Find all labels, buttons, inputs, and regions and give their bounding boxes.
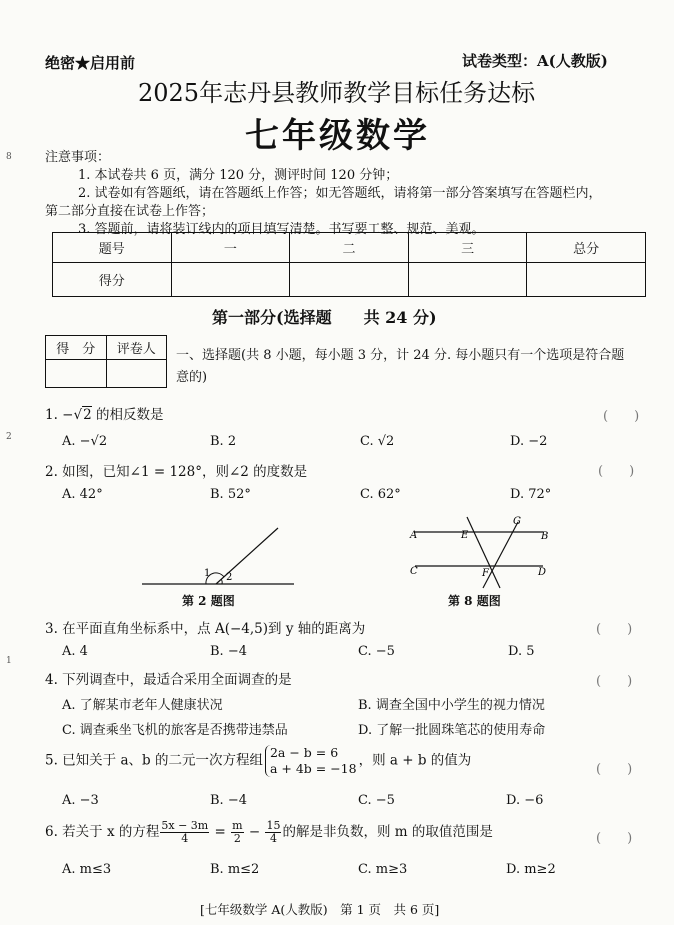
score-row-label: 得分 — [53, 263, 172, 297]
margin-mark: 1 — [6, 656, 12, 666]
option-d[interactable]: D. 5 — [508, 644, 535, 659]
option-b[interactable]: B. −4 — [210, 793, 247, 808]
section-description: 一、选择题(共 8 小题，每小题 3 分，计 24 分. 每小题只有一个选项是符合题 — [176, 348, 625, 363]
option-c[interactable]: C. √2 — [360, 434, 395, 449]
answer-paren[interactable]: ( ) — [596, 622, 633, 637]
figure-caption: 第 2 题图 — [182, 594, 235, 608]
grader-name-cell[interactable] — [106, 360, 166, 388]
score-table — [52, 232, 646, 297]
secret-label: 绝密★启用前 — [45, 54, 136, 72]
option-d[interactable]: D. 了解一批圆珠笔芯的使用寿命 — [358, 723, 546, 738]
option-d[interactable]: D. −6 — [506, 793, 544, 808]
fig8-label-e: E — [461, 530, 469, 541]
option-c[interactable]: C. −5 — [358, 644, 395, 659]
answer-paren[interactable]: ( ) — [596, 831, 633, 846]
paper-type: 试卷类型：A(人教版) — [462, 52, 608, 70]
notes-heading: 注意事项： — [45, 150, 111, 165]
question-4-stem: 4. 下列调查中，最适合采用全面调查的是 — [45, 672, 292, 688]
grader-table — [45, 335, 167, 388]
grader-header: 得 分 — [46, 336, 107, 360]
option-a[interactable]: A. m≤3 — [62, 862, 112, 877]
option-c[interactable]: C. m≥3 — [358, 862, 408, 877]
option-c[interactable]: C. −5 — [358, 793, 395, 808]
fig2-angle2-arc — [221, 579, 222, 584]
fig8-label-a: A — [410, 530, 418, 541]
score-header: 二 — [290, 233, 409, 263]
fig8-label-d: D — [538, 567, 547, 578]
option-d[interactable]: D. −2 — [510, 434, 548, 449]
answer-paren[interactable]: ( ) — [603, 409, 640, 424]
fig8-label-c: C — [410, 566, 418, 577]
option-a[interactable]: A. −√2 — [62, 434, 108, 449]
fig8-label-g: G — [513, 516, 521, 527]
fig8-label-f: F — [482, 568, 489, 579]
option-b[interactable]: B. −4 — [210, 644, 247, 659]
option-b[interactable]: B. 调查全国中小学生的视力情况 — [358, 698, 545, 713]
question-1-stem: 1. −√2 的相反数是 — [45, 407, 164, 423]
option-b[interactable]: B. 52° — [210, 487, 251, 502]
option-b[interactable]: B. 2 — [210, 434, 237, 449]
question-6-stem: 6. 若关于 x 的方程 $\frac{5x - 3m}{4}$ = $\frac{m}{2}$ − $\frac{15}{4}$ 的解是非负数，则 m 的取值范围是 — [45, 819, 493, 845]
notes-line: 1. 本试卷共 6 页，满分 120 分，测评时间 120 分钟； — [78, 168, 399, 183]
score-header: 题号 — [53, 233, 172, 263]
option-a[interactable]: A. −3 — [62, 793, 99, 808]
page-title: 2025年志丹县教师教学目标任务达标 — [138, 79, 536, 107]
margin-mark: 2 — [6, 432, 12, 442]
answer-paren[interactable]: ( ) — [598, 464, 635, 479]
section-description: 意的) — [176, 370, 208, 385]
score-header: 三 — [408, 233, 527, 263]
score-cell[interactable] — [527, 263, 646, 297]
page-footer: [七年级数学 A(人教版) 第 1 页 共 6 页] — [200, 902, 440, 917]
notes-line: 3. 答题前，请将装订线内的项目填写清楚。书写要工整、规范、美观。 — [78, 222, 485, 237]
notes-line: 第二部分直接在试卷上作答； — [45, 204, 215, 219]
equation-system: 2a − b = 6 a + 4b = −18 — [265, 745, 357, 777]
option-d[interactable]: D. m≥2 — [506, 862, 556, 877]
score-header: 一 — [171, 233, 290, 263]
score-cell[interactable] — [408, 263, 527, 297]
option-b[interactable]: B. m≤2 — [210, 862, 260, 877]
question-3-stem: 3. 在平面直角坐标系中，点 A(−4,5)到 y 轴的距离为 — [45, 621, 366, 637]
score-cell[interactable] — [290, 263, 409, 297]
figure-caption: 第 8 题图 — [448, 594, 501, 608]
fig2-label-1: 1 — [204, 568, 211, 579]
option-a[interactable]: A. 4 — [62, 644, 88, 659]
option-a[interactable]: A. 42° — [62, 487, 103, 502]
score-cell[interactable] — [171, 263, 290, 297]
page-subtitle: 七年级数学 — [245, 116, 430, 156]
figure-q8 — [405, 512, 555, 592]
option-a[interactable]: A. 了解某市老年人健康状况 — [62, 698, 223, 713]
option-c[interactable]: C. 62° — [360, 487, 401, 502]
fig2-label-2: 2 — [226, 572, 233, 583]
part-title: 第一部分(选择题 共 24 分) — [212, 308, 437, 327]
figure-q2 — [138, 520, 298, 590]
option-c[interactable]: C. 调查乘坐飞机的旅客是否携带违禁品 — [62, 723, 288, 738]
question-2-stem: 2. 如图，已知∠1 = 128°，则∠2 的度数是 — [45, 464, 308, 480]
margin-mark: 8 — [6, 152, 12, 162]
fig8-label-b: B — [541, 531, 549, 542]
grader-score-cell[interactable] — [46, 360, 107, 388]
answer-paren[interactable]: ( ) — [596, 674, 633, 689]
answer-paren[interactable]: ( ) — [596, 762, 633, 777]
option-d[interactable]: D. 72° — [510, 487, 552, 502]
grader-header: 评卷人 — [106, 336, 166, 360]
notes-line: 2. 试卷如有答题纸，请在答题纸上作答；如无答题纸，请将第一部分答案填写在答题栏内， — [78, 186, 602, 201]
question-5-stem: 5. 已知关于 a、b 的二元一次方程组 2a − b = 6 a + 4b = −18 ，则 a + b 的值为 — [45, 745, 472, 776]
score-header: 总分 — [527, 233, 646, 263]
